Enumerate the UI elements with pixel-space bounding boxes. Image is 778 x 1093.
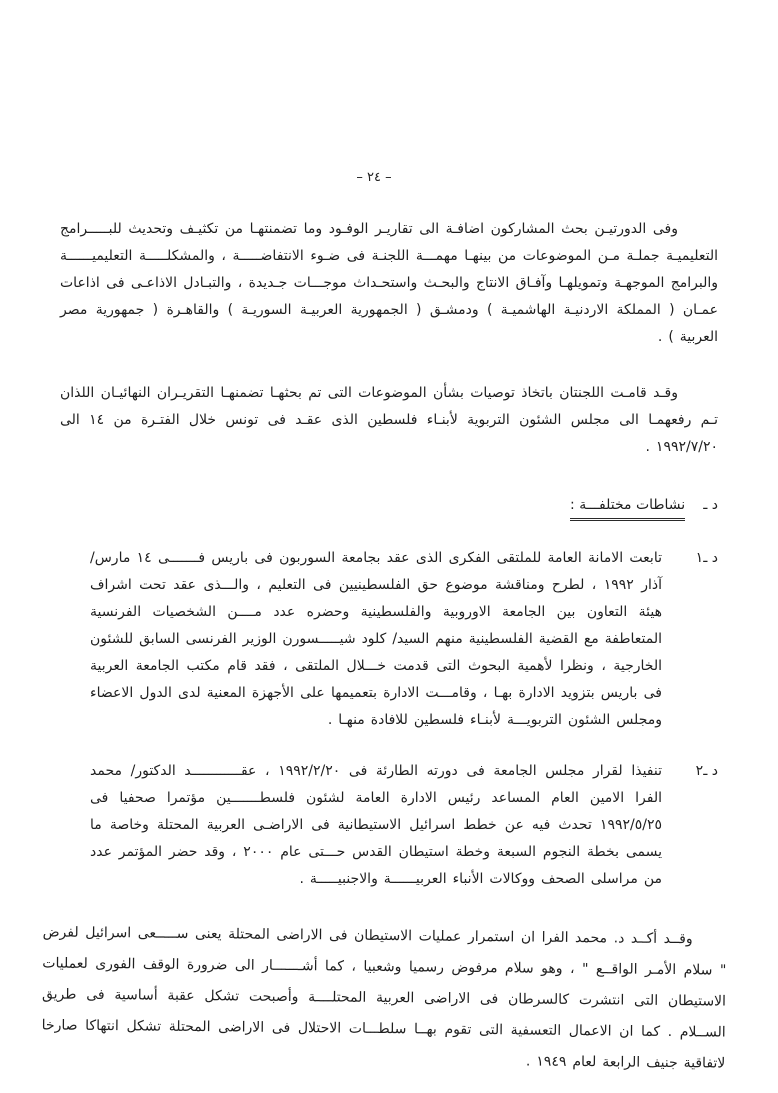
section-title: نشاطات مختلفـــة : — [570, 494, 685, 521]
section-heading — [60, 494, 718, 521]
item-text-d1: تابعت الامانة العامة للملتقى الفكرى الذى عقد بجامعة السوربون فى باريس فـــــــى ١٤ مارس/آذار ١٩٩٢ ، لطرح ومناقشة موضوع حق الفلسطينيين فى التعليم ، والـــذى عقد تحت اشراف هيئة التعاون بين الجامعة الاوروبية والفلسطينية وحضره عدد مــــن الشخصيات الفرنسية المتعاطفة مع القضية الفلسطينية منهم السيد/ كلود شيـــــسورن الوزير الفرنسى السابق للشئون الخارجية ، ونظرا لأهمية البحوث التى قدمت خـــلال الملتقى ، فقد قام مكتب الجامعة العربية فى باريس بتزويد الادارة بهـا ، وقامـــت الادارة بتعميمها على الأجهزة المعنية لدى الدول الاعضاء ومجلس الشئون التربويـــة لأبنـاء فلسطين للافادة منهـا . — [90, 550, 663, 728]
item-text-d2: تنفيذا لقرار مجلس الجامعة فى دورته الطارئة فى ١٩٩٢/٢/٢٠ ، عقــــــــــــد الدكتور/ محمد الفرا الامين العام المساعد رئيس الادارة العامة لشئون فلسطـــــــين مؤتمرا صحفيا فى ١٩٩٢/٥/٢٥ تحدث فيه عن خطط اسرائيل الاستيطانية فى الاراضـى العربية المحتلة وخاصة ما يسمى بخطة النجوم السبعة وخطة استيطان القدس حـــتى عام ٢٠٠٠ ، وقد حضر المؤتمر عدد من مراسلى الصحف ووكالات الأنباء العربيــــــة والاجنبيـــــة . — [90, 763, 662, 887]
list-item-d2 — [60, 758, 718, 893]
page-number: – ٢٤ – — [356, 170, 392, 185]
paragraph-sessions: وفى الدورتيـن بحث المشاركون اضافـة الى تقاريـر الوفـود وما تضمنتهـا من تكثيـف وتحديث للبـــــرامج التعليميـة جملـة مـن الموضوعات من بينهـا مهمـــة اللجنـة فى ضـوء الانتفاضـــــة ، والمشكلـــــة التعليميــــــة والبرامج الموجهـة وتمويلهـا وآفـاق الانتاج والبحـث واستحـداث موجـــات جـديدة ، والتبـادل الاذاعـى فى اذاعات عمـان ( المملكة الاردنيـة الهاشميـة ) ودمشـق ( الجمهورية العربيـة السوريـة ) والقاهـرة ( جمهورية مصر العربية ) . — [60, 221, 718, 345]
item-label-d2: د ـ٢ — [695, 763, 718, 779]
section-items — [60, 545, 718, 893]
page-content — [41, 216, 727, 1076]
item-label-d1: د ـ١ — [695, 550, 718, 566]
closing-paragraph: وقــد أكــد د. محمد الفرا ان استمرار عمليات الاستيطان فى الاراضى المحتلة يعنى ســـــعى اسرائيل لفرض " سلام الأمـر الواقــع " ، وهو سلام مرفوض رسميا وشعبيا ، كما أشـــــــار الى ضرورة الوقف الفورى لعمليات الاستيطان التى انتشرت كالسرطان فى الاراضى العربية المحتلــــة وأصبحت تشكل عقبة أساسية فى طريق الســلام . كما ان الاعمال التعسفية التى تقوم بهــا سلطـــات الاحتلال فى الاراضى المحتلة تشكل انتهاكا صارخا لاتفاقية جنيف الرابعة لعام ١٩٤٩ . — [41, 924, 727, 1072]
section-marker: د ـ — [703, 497, 718, 513]
list-item-d1 — [60, 545, 718, 734]
paragraph-recommendations: وقـد قامـت اللجنتان باتخاذ توصيات بشأن الموضوعات التى تم بحثهـا تضمنهـا التقريـران النهائيـان اللذان تـم رفعهمـا الى مجلس الشئون التربوية لأبنـاء فلسطين الذى عقـد فى تونس خلال الفتـرة من ١٤ الى ١٩٩٢/٧/٢٠ . — [60, 385, 718, 455]
